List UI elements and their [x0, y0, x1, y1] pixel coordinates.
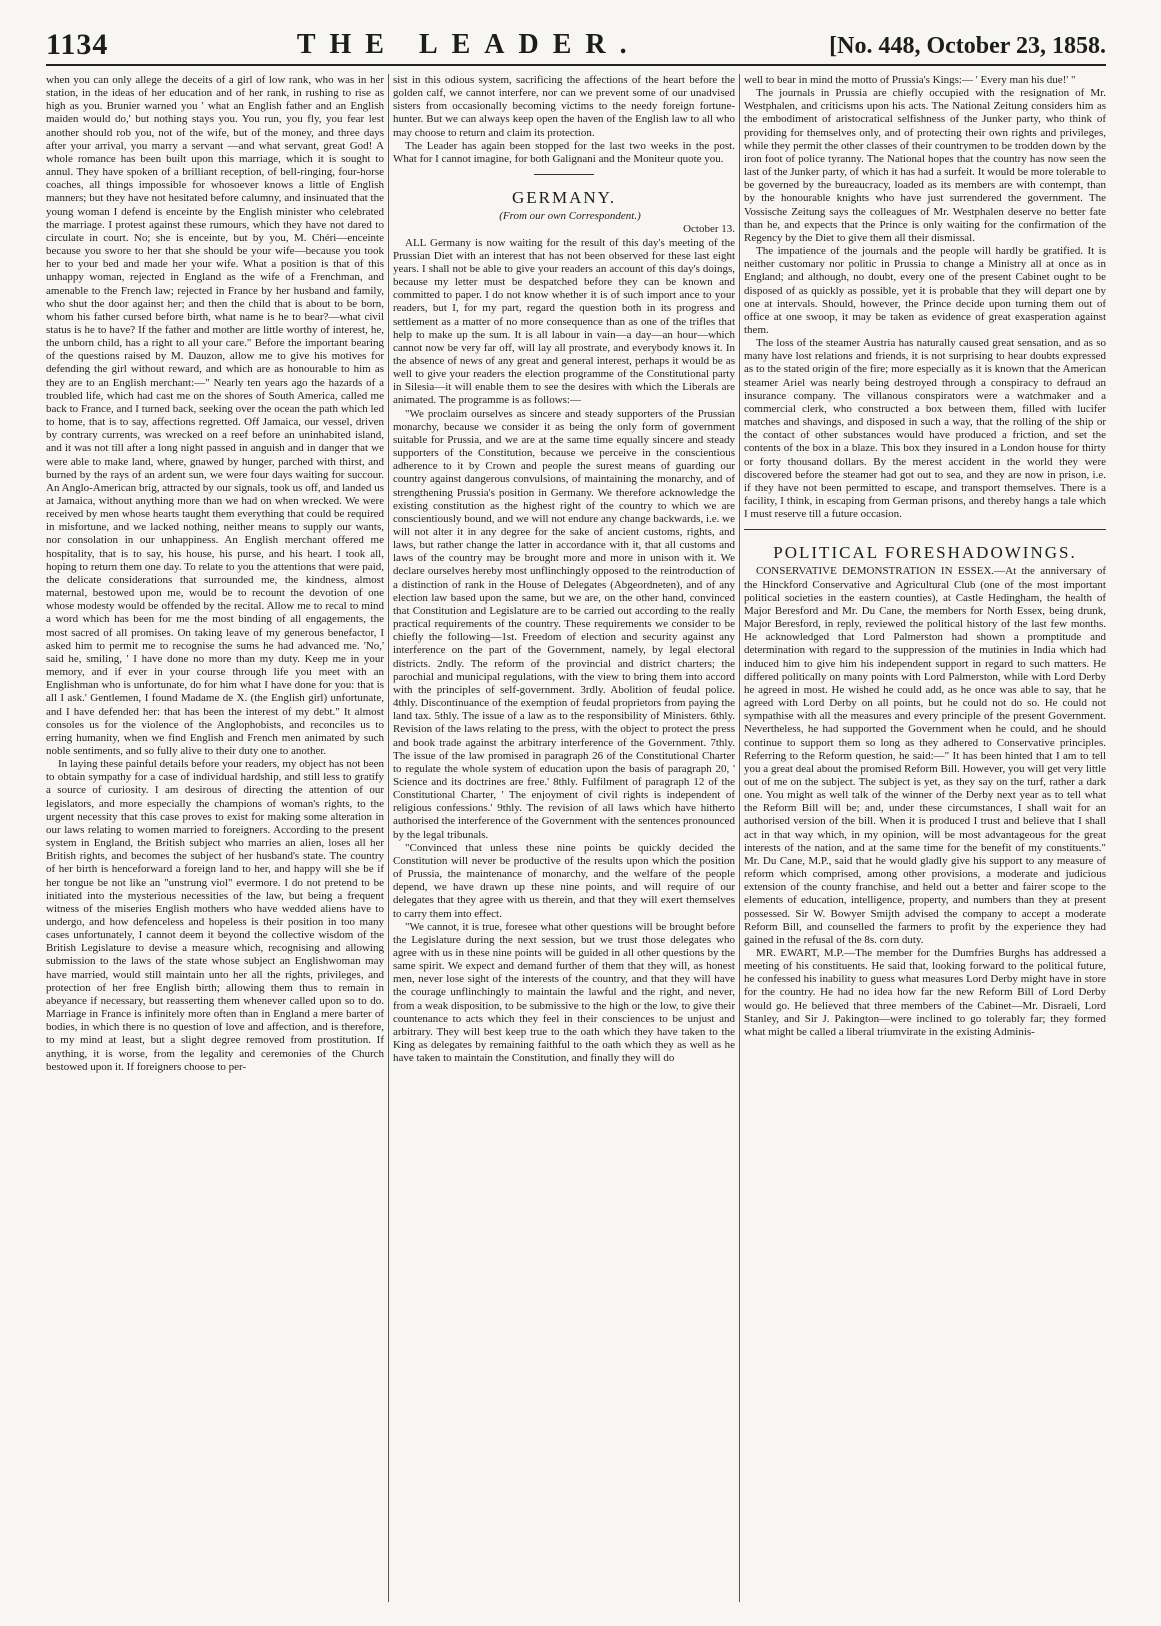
- article-paragraph: The impatience of the journals and the people will hardly be gratified. It is neither customary nor politic in Prussia to change a Ministry all at once as in England; and although, no doubt, every one of the present Cabinet ought to be disposed of as quickly as possible, yet it is probable that they will depart one by one at intervals. Should, however, the Prince decide upon turning them out of office at one swoop, it may be taken as evidence of great exasperation against them.: [744, 245, 1106, 336]
- section-divider: [534, 174, 594, 175]
- article-paragraph: "We proclaim ourselves as sincere and steady supporters of the Prussian monarchy, because we consider it as being the only form of government suitable for Prussia, and we are at the same time equally sincere and steady supporters of the Constitution, because we perceive in the conscientious adherence to it by Crown and people the surest means of guarding our country against dangerous convulsions, of maintaining the monarchy, and of strengthening Prussia's position in Germany. We therefore acknowledge the existing constitution as the highest right of the country to which we are conscientiously bound, and we will not endure any change backwards, i.e. we will not alter it in any degree for the sake of ancient customs, rights, and laws, but rather change the latter in accordance with it, that all customs and laws of the country may be brought more and more in unison with it. We declare ourselves hereby most unflinchingly opposed to the reintroduction of a distinction of rank in the House of Delegates (Abgeordneten), and of any election law based upon the same, but we are, on the other hand, convinced that Constitution and Legislature are to be carried out according to the really practical requirements of the country. These requirements we consider to be chiefly the following—1st. Freedom of election and security against any interference on the part of the Government, namely, by legal electoral districts. 2ndly. The reform of the provincial and district charters; the parochial and municipal regulations, with the view to bring them into accord with the principles of self-government. 3rdly. Abolition of feudal police. 4thly. Discontinuance of the exemption of feudal proprietors from paying the land tax. 5thly. The issue of a law as to the responsibility of Ministers. 6thly. Revision of the laws relating to the press, with the object to protect the press and book trade against the arbitrary interference of the Government. 7thly. The issue of the law promised in paragraph 26 of the Constitutional Charter to regulate the whole system of education upon the basis of paragraph 20, ' Science and its doctrines are free.' 8thly. Fulfilment of paragraph 12 of the Constitutional Charter, ' The enjoyment of civil rights is independent of religious confessions.' 9thly. The revision of all laws which have hitherto authorised the interference of the Government with the sentences pronounced by the legal tribunals.: [393, 407, 735, 841]
- column-3: [744, 74, 1106, 1602]
- section-subtitle: (From our own Correspondent.): [499, 210, 641, 223]
- article-paragraph: when you can only allege the deceits of a girl of low rank, who was in her station, in the ideas of her education and of her rank, in rushing to rise as high as you. Brunier warned you ' what an English father and an English maiden would do,' but nothing stays you. You run, you fly, you fear lest another should rob you, not of the wife, but of the money, and three days after your arrival, you marry a servant —and what servant, great God! A whole romance has been built upon this marriage, which it is sought to annul. They have spoken of a brilliant reception, of bell-ringing, four-horse coaches, all things impossible for whosoever knows a little of English manners; but they have not hesitated before calumny, and insinuated that the young woman I defend is enceinte by the English minister who celebrated the marriage. I protest against these rumours, which they have not dared to circulate in court. No; she is enceinte, but by you, M. Chéri—enceinte because you swore to her that she should be your wife—because you took her to your bed and made her your wife. What a position is that of this unhappy woman, rejected in England as the wife of a Frenchman, and amenable to the French law; rejected in France by her husband and family, who shut the door against her; and then the child that is about to be born, whom his father cursed before birth, what name is he to bear?—what civil status is he to have? If the father and mother are little worthy of interest, he, the unborn child, has a right to all your care." Before the important bearing of the questions raised by M. Dauzon, allow me to give his motives for defending the girl without reward, and which are as honourable to him as they are to an English merchant:—" Nearly ten years ago the hazards of a troubled life, which had cast me on the shores of South America, called me back to France, and I turned back, seeking over the ocean the path which led to home, that is to say, affections regretted. Off Jamaica, our vessel, driven by contrary currents, was wrecked on a reef before an uninhabited island, and it was not till after a long night passed in anguish and in danger that we were able to make land, where, gnawed by hunger, parched with thirst, and burned by the rays of an ardent sun, we were four days waiting for succour. An Anglo-American brig, attracted by our signals, took us off, and landed us at Jamaica, without anything more than we had on when wrecked. We were received by men whose hearts taught them everything that could be required in misfortune, and we lacked nothing, neither means to supply our wants, nor consolation in our unhappiness. An English merchant offered me hospitality, that is to say, his house, his purse, and his heart. I took all, hoping to return them one day. To relate to you the attentions that were paid, the delicate considerations that surrounded me, the kindness, almost maternal, bestowed upon me, would be to recount the devotion of one whose modesty would be offended by the recital. Allow me to recal to mind a word which has been for me the most binding of all engagements, the most sacred of all promises. On taking leave of my generous benefactor, I asked him to permit me to recognise the sums he had advanced me. 'No,' said he, smiling, ' I have done no more than my duty. Keep me in your memory, and if ever in your course through life you meet with an Englishman who is unfortunate, do for him what I have done for you: that is all I ask.' Gentlemen, I found Madame de X. (the English girl) unfortunate, and I have defended her: that has been the interest of my debt." It almost consoles us for the violence of the Anglophobists, and reconciles us to erring humanity, when we find English and French men animated by such noble sentiments, and so fully alive to their duty one to another.: [46, 74, 384, 757]
- article-paragraph: CONSERVATIVE DEMONSTRATION IN ESSEX.—At the anniversary of the Hinckford Conservative and Agricultural Club (one of the most important political societies in the eastern counties), at Castle Hedingham, the health of Major Beresford and Mr. Du Cane, the members for North Essex, being drunk, Major Beresford, in reply, reviewed the political history of the last few months. He acknowledged that Lord Palmerston had shown a promptitude and determination with regard to the suppression of the mutinies in India which had induced him to give him his independent support in regard to such matters. He differed politically on many points with Lord Palmerston, while with Lord Derby he agreed in most. He wished he could add, as he once was able to say, that he agreed with Lord Derby on all points, but he could not do so. He could not sympathise with all the measures and every principle of the present Government. Nevertheless, he had supported the Government when he could, and he should continue to support them so long as they adhered to Conservative principles. Referring to the Reform question, he said:—" It has been hinted that I am to tell you a great deal about the promised Reform Bill. However, you will get very little out of me on the subject. The subject is yet, as they say on the turf, rather a dark one. You might as well talk of the winner of the Derby next year as to tell what the Reform Bill will be; and, under these circumstances, I shall wait for an authorised version of the bill. When it is produced I trust and believe that I shall act in that way which, in my opinion, will be most advantageous for the great interests of the nation, and at the same time for the benefit of my constituents." Mr. Du Cane, M.P., said that he would gladly give his support to any measure of reform which comprised, among other provisions, a moderate and judicious extension of the county franchise, and held out a better and fairer scope to the elements of education, intelligence, property, and numbers than they at present possessed. Sir W. Bowyer Smijth advised the company to accept a moderate Reform Bill, and counselled the farmers to profit by the experience they had gained in the refusal of the 8s. corn duty.: [744, 565, 1106, 946]
- article-paragraph: sist in this odious system, sacrificing the affections of the heart before the golden calf, we cannot interfere, nor can we prevent some of our unadvised sisters from occasionally becoming victims to the needy foreign fortune-hunter. But we can always keep open the haven of the English law to all who may choose to return and claim its protection.: [393, 74, 735, 139]
- column-1: [46, 74, 384, 1602]
- article-paragraph: In laying these painful details before your readers, my object has not been to obtain sympathy for a case of individual hardship, and still less to gratify a source of curiosity. I am desirous of directing the attention of our legislators, and more especially the champions of woman's rights, to the urgent necessity that this case proves to exist for making some alteration in our laws relating to women married to foreigners. According to the present system in England, the British subject who marries an alien, loses all her British rights, and becomes the subject of her husband's state. The country of her birth is henceforward a foreign land to her, and happy will she be if her tongue be not like an "unstrung viol" evermore. I do not pretend to be initiated into the mysterious necessities of the law, but being a frequent witness of the miseries English mothers who have wedded aliens have to undergo, and how defenceless and hopeless is their position in too many cases unfortunately, I cannot deem it beyond the collective wisdom of the British Legislature to devise a measure which, recognising and allowing submission to the laws of the state whose subject an Englishwoman may have married, would still maintain unto her all the rights, privileges, and protection of her free English birth; allowing them thus to remain in abeyance if necessary, but reasserting them whenever called upon so to do. Marriage in France is infinitely more often than in England a mere barter of bodies, in which there is no question of love and affection, and is therefore, to my mind at least, but a slight degree removed from prostitution. If anything, it is worse, from the legality and ceremonies of the Church bestowed upon it. If foreigners choose to per-: [46, 758, 384, 1073]
- article-paragraph: "Convinced that unless these nine points be quickly decided the Constitution will never be productive of the results upon which the position of Prussia, the maintenance of monarchy, and the welfare of the people depend, we have drawn up these nine points, and will require of our delegates that they agree with us therein, and that they will exert themselves to carry them into effect.: [393, 841, 735, 920]
- article-paragraph: "We cannot, it is true, foresee what other questions will be brought before the Legislature during the next session, but we trust those delegates who agree with us in these nine points will be guided in all other questions by the same spirit. We expect and demand further of them that they will, as honest men, never lose sight of the interests of the country, and that they will have the courage unflinchingly to maintain the lawful and the right, and never, from a weak disposition, to be submissive to the high or the low, to give their countenance to acts which they feel in their consciences to be unjust and arbitrary. They will best keep true to the oath which they have taken to the King as delegates by remaining faithful to the oath which they as well as he have taken to maintain the Constitution, and finally they will do: [393, 920, 735, 1065]
- newspaper-title: THE LEADER.: [296, 29, 641, 60]
- column-divider: [388, 74, 389, 1602]
- masthead: [46, 28, 1106, 66]
- section-date: October 13.: [683, 223, 735, 236]
- section-divider: [744, 529, 1106, 530]
- article-paragraph: MR. EWART, M.P.—The member for the Dumfries Burghs has addressed a meeting of his constituents. He said that, looking forward to the political future, he confessed his inability to guess what measures Lord Derby might have in store for the country. He had no idea how far the new Reform Bill of Lord Derby would go. He believed that three members of the Cabinet—Mr. Disraeli, Lord Stanley, and Sir J. Pakington—were inclined to go tolerably far; they formed what might be called a liberal triumvirate in the existing Adminis-: [744, 947, 1106, 1038]
- section-title-political-foreshadowings: POLITICAL FORESHADOWINGS.: [773, 543, 1077, 563]
- article-paragraph: ALL Germany is now waiting for the result of this day's meeting of the Prussian Diet with an interest that has not been observed for these last eight years. I shall not be able to give your readers an account of this day's doings, because my letter must be despatched before they can be known and committed to paper. I do not know whether it is of such import ance to your readers, but I, for my part, regard the question both in its progress and settlement as a matter of no more consequence than as one of the trifles that help to make up the sum. It is all labour in vain—a day—an hour—which cannot now be very far off, will lay all prostrate, and everybody knows it. In the absence of news of any great and general interest, perhaps it would be as well to give your readers the election programme of the Constitutional party in Silesia—it will enable them to see the desires with which the Liberals are animated. The programme is as follows:—: [393, 236, 735, 407]
- page-number: 1134: [46, 28, 109, 61]
- column-divider: [739, 74, 740, 1602]
- issue-info: [No. 448, October 23, 1858.: [829, 33, 1106, 59]
- article-paragraph: well to bear in mind the motto of Prussia's Kings:— ' Every man his due!' ": [744, 74, 1076, 86]
- article-paragraph: The Leader has again been stopped for the last two weeks in the post. What for I cannot imagine, for both Galignani and the Moniteur quote you.: [393, 139, 735, 165]
- section-title-germany: GERMANY.: [511, 188, 616, 208]
- article-paragraph: The loss of the steamer Austria has naturally caused great sensation, and as so many have lost relations and friends, it is not surprising to hear doubts expressed as to the stated origin of the fire; more especially as it is known that the American steamer Ariel was nearly being destroyed through a conspiracy to defraud an insurance company. The villanous conspirators were a watchmaker and a commercial clerk, who constructed a box between them, filled with lucifer matches and shavings, and disposed in such a way, that the rolling of the ship or the contact of other substances would have produced a friction, and set the contents of the box in a blaze. This box they insured in a London house for thirty or forty thousand dollars. By the merest accident in the world they were discovered before the steamer had got out to sea, and they are now in prison, i.e. if they have not been permitted to escape, and transport themselves. There is a facility, I think, in escaping from German prisons, and thereby hangs a tale which I must reserve till a future occasion.: [744, 337, 1106, 521]
- column-2: [393, 74, 735, 1602]
- article-paragraph: The journals in Prussia are chiefly occupied with the resignation of Mr. Westphalen, and criticisms upon his acts. The National Zeitung considers him as the embodiment of aristocratical selfishness of the Junker party, who think of providing for themselves only, and of protecting their own rights and privileges, while they permit the other classes of their countrymen to be trodden down by the iron foot of police tyranny. The National hopes that the country has now seen the last of the Junker party, of which it has had a surfeit. It would be more tolerable to be governed by the bureaucracy, loaded as its members are with contempt, than by the honourable knights who have just surrendered the government. The Vossische Zeitung says the colleagues of Mr. Westphalen deserve no better fate than he, and expects that the Prince is only waiting for the confirmation of the Regency by the Diet to give them all their dismissal.: [744, 87, 1106, 244]
